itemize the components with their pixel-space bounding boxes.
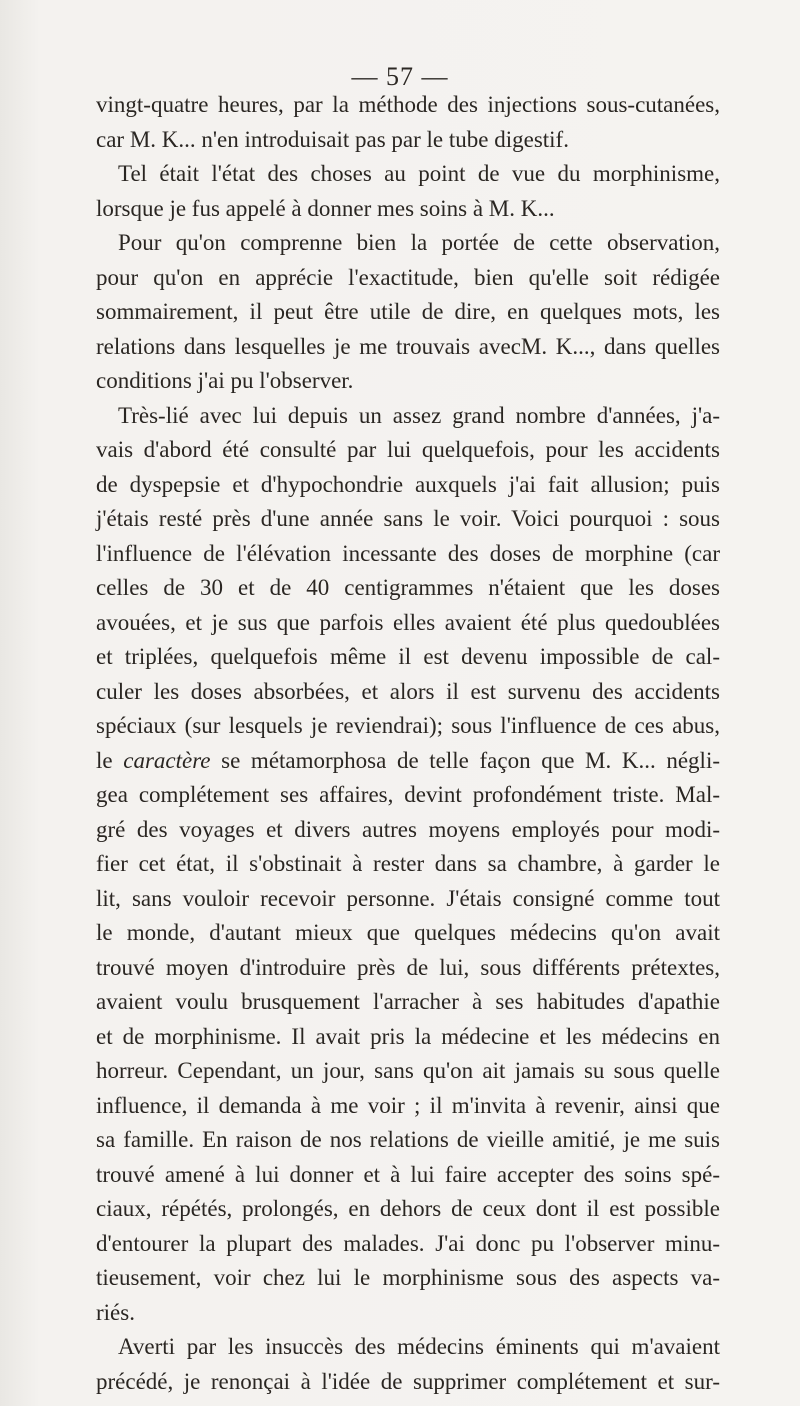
text-line: tieusement, voir chez lui le morphinisme sous des aspects va- [96,1265,720,1290]
text-line: trouvé moyen d'introduire près de lui, sous différents prétextes, [96,954,720,980]
text-line: précédé, je renonçai à l'idée de supprimer complétement et sur- [96,1368,720,1394]
text-line: lorsque je fus appelé à donner mes soins à M. K... [96,195,555,221]
text-line: Averti par les insuccès des médecins éminents qui m'avaient [118,1334,720,1359]
text-line: lit, sans vouloir recevoir personne. J'étais consigné comme tout [96,885,720,911]
text-line: riés. [96,1299,135,1325]
text-line: j'étais resté près d'une année sans le voir. Voici pourquoi : sous [96,506,720,531]
page-number: — 57 — [351,62,449,91]
text-line: conditions j'ai pu l'observer. [96,368,354,393]
text-line: gré des voyages et divers autres moyens employés pour modi- [96,816,720,842]
text-line: vais d'abord été consulté par lui quelquefois, pour les accidents [96,437,720,462]
text-line: ciaux, répétés, prolongés, en dehors de ceux dont il est possible [96,1196,720,1221]
text-line: Pour qu'on comprenne bien la portée de cette observation, [118,230,720,255]
text-line: sommairement, il peut être utile de dire, en quelques mots, les [96,299,720,324]
text-line: celles de 30 et de 40 centigrammes n'étaient que les doses [96,575,720,600]
text-line: le monde, d'autant mieux que quelques médecins qu'on avait [96,920,720,945]
text-line: l'influence de l'élévation incessante des doses de morphine (car [96,540,720,566]
text-line: influence, il demanda à me voir ; il m'invita à revenir, ainsi que [96,1092,720,1118]
text-line: avouées, et je sus que parfois elles avaient été plus quedoublées [96,609,720,635]
body-text [96,88,720,1399]
text-line: gea complétement ses affaires, devint profondément triste. Mal- [96,782,720,807]
text-line: culer les doses absorbées, et alors il est survenu des accidents [96,678,720,704]
text-line: vingt-quatre heures, par la méthode des injections sous-cutanées, [96,92,720,117]
text-line: spéciaux (sur lesquels je reviendrai); sous l'influence de ces abus, [96,713,720,738]
text-line: et triplées, quelquefois même il est devenu impossible de cal- [96,644,720,669]
text-fragment: se métamorphosa de telle façon que M. K... négli- [210,747,720,773]
text-line: d'entourer la plupart des malades. J'ai donc pu l'observer minu- [96,1230,720,1256]
text-fragment: le [96,747,124,773]
text-line: fier cet état, il s'obstinait à rester dans sa chambre, à garder le [96,851,720,876]
italic-word: caractère [123,747,211,773]
text-line: horreur. Cependant, un jour, sans qu'on ait jamais su sous quelle [96,1058,720,1083]
text-line: pour qu'on en apprécie l'exactitude, bien qu'elle soit rédigée [96,264,720,290]
text-line: trouvé amené à lui donner et à lui faire accepter des soins spé- [96,1161,720,1187]
text-line: avaient voulu brusquement l'arracher à ses habitudes d'apathie [96,989,720,1014]
text-line: car M. K... n'en introduisait pas par le tube digestif. [96,126,569,152]
text-line: et de morphinisme. Il avait pris la médecine et les médecins en [96,1023,720,1049]
text-line: de dyspepsie et d'hypochondrie auxquels j'ai fait allusion; puis [96,471,720,497]
text-line [96,744,720,779]
text-line: sa famille. En raison de nos relations de vieille amitié, je me suis [96,1127,720,1152]
text-line: Très-lié avec lui depuis un assez grand nombre d'années, j'a- [118,402,720,428]
text-line: Tel était l'état des choses au point de vue du morphinisme, [118,161,720,186]
text-line: relations dans lesquelles je me trouvais avecM. K..., dans quelles [96,333,720,359]
